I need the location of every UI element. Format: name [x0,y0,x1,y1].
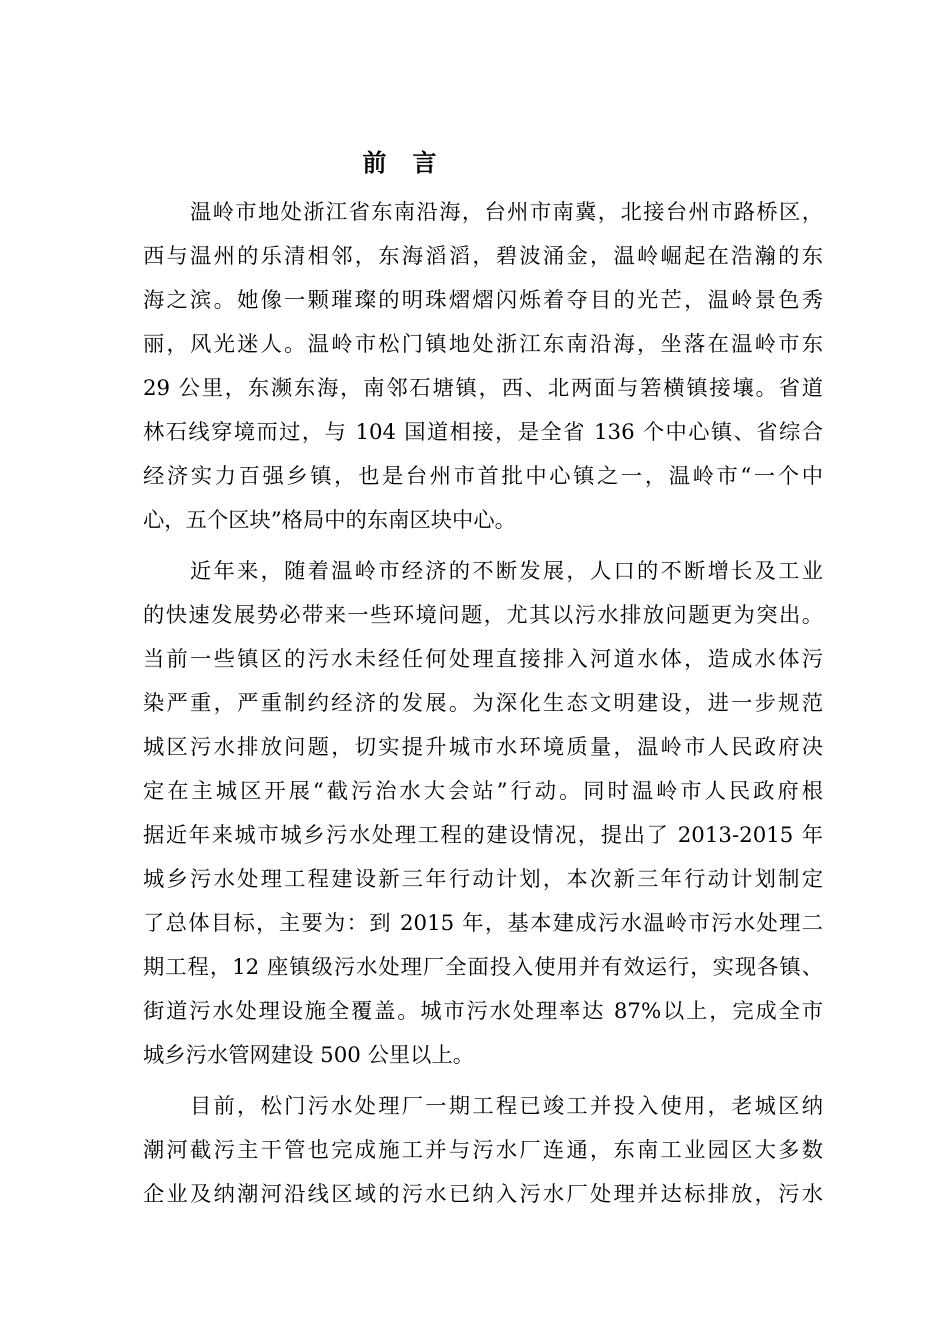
paragraph-1-line-3: 海之滨。她像一颗璀璨的明珠熠熠闪烁着夺目的光芒，温岭景色秀 [143,288,823,313]
paragraph-2-line-6: 定在主城区开展“截污治水大会站”行动。同时温岭市人民政府根 [143,779,823,804]
paragraph-2-line-12: 城乡污水管网建设 500 公里以上。 [143,1043,475,1068]
paragraph-2-line-9: 了总体目标，主要为：到 2015 年，基本建成污水温岭市污水处理二 [143,911,823,936]
paragraph-1-line-7: 经济实力百强乡镇，也是台州市首批中心镇之一，温岭市“一个中 [143,464,823,489]
paragraph-1-line-5: 29 公里，东濒东海，南邻石塘镇，西、北两面与箬横镇接壤。省道 [143,376,823,401]
paragraph-2-line-1: 近年来，随着温岭市经济的不断发展，人口的不断增长及工业 [190,559,823,584]
paragraph-2-line-10: 期工程，12 座镇级污水处理厂全面投入使用并有效运行，实现各镇、 [143,955,823,980]
page-title: 前 言 [362,149,438,177]
paragraph-2-line-3: 当前一些镇区的污水未经任何处理直接排入河道水体，造成水体污 [143,647,823,672]
paragraph-3-line-2: 潮河截污主干管也完成施工并与污水厂连通，东南工业园区大多数 [143,1138,823,1163]
paragraph-2-line-8: 城乡污水处理工程建设新三年行动计划，本次新三年行动计划制定 [143,867,823,892]
paragraph-2-line-7: 据近年来城市城乡污水处理工程的建设情况，提出了 2013-2015 年 [143,823,823,848]
paragraph-1-line-8: 心，五个区块”格局中的东南区块中心。 [143,508,516,533]
paragraph-1-line-6: 林石线穿境而过，与 104 国道相接，是全省 136 个中心镇、省综合 [143,420,823,445]
paragraph-2-line-5: 城区污水排放问题，切实提升城市水环境质量，温岭市人民政府决 [143,735,823,760]
paragraph-1-line-4: 丽，风光迷人。温岭市松门镇地处浙江东南沿海，坐落在温岭市东 [143,332,823,357]
paragraph-2-line-4: 染严重，严重制约经济的发展。为深化生态文明建设，进一步规范 [143,691,823,716]
paragraph-1-line-2: 西与温州的乐清相邻，东海滔滔，碧波涌金，温岭崛起在浩瀚的东 [143,244,823,269]
paragraph-2-line-11: 街道污水处理设施全覆盖。城市污水处理率达 87%以上，完成全市 [143,999,823,1024]
paragraph-2-line-2: 的快速发展势必带来一些环境问题，尤其以污水排放问题更为突出。 [143,603,823,628]
paragraph-1-line-1: 温岭市地处浙江省东南沿海，台州市南冀，北接台州市路桥区， [190,200,823,225]
paragraph-3-line-3: 企业及纳潮河沿线区域的污水已纳入污水厂处理并达标排放，污水 [143,1182,823,1207]
paragraph-3-line-1: 目前，松门污水处理厂一期工程已竣工并投入使用，老城区纳 [190,1094,823,1119]
